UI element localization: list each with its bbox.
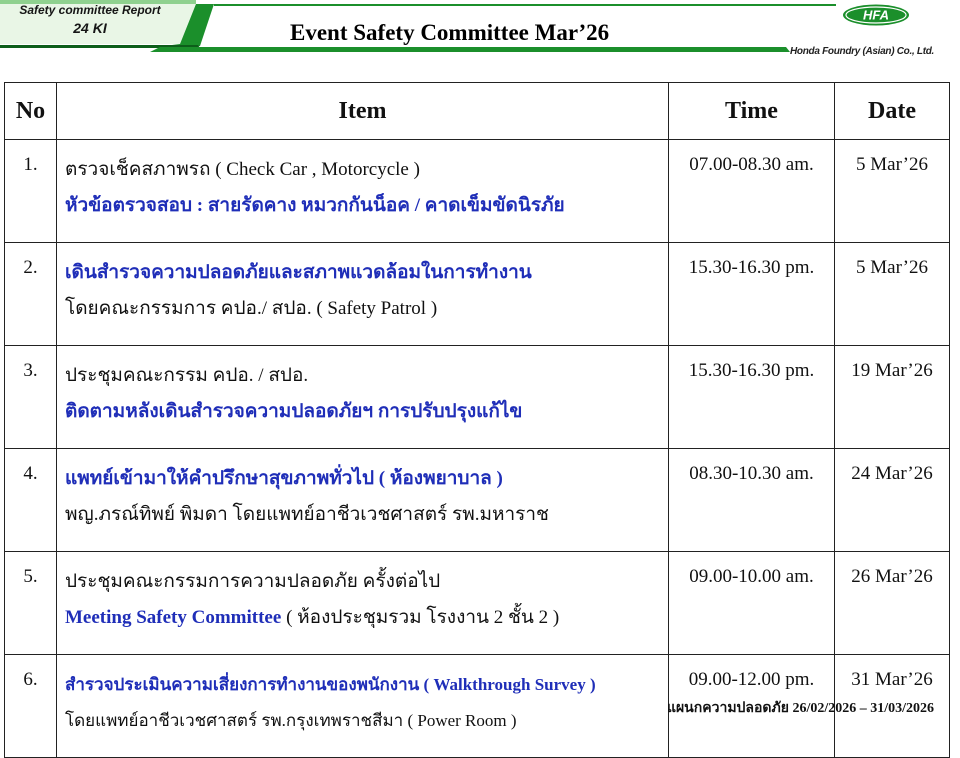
table-row: [5, 449, 950, 552]
item-line-1: เดินสำรวจความปลอดภัยและสภาพแวดล้อมในการทำงาน: [65, 262, 532, 283]
row-number: 4.: [5, 449, 57, 552]
report-box: [6, 3, 174, 38]
row-time: 15.30-16.30 pm.: [669, 346, 835, 449]
row-number: 6.: [5, 655, 57, 758]
row-number: 5.: [5, 552, 57, 655]
row-date: 31 Mar’26: [835, 655, 950, 758]
item-line-1: แพทย์เข้ามาให้คำปรึกษาสุขภาพทั่วไป ( ห้องพยาบาล ): [65, 468, 503, 489]
row-time: 15.30-16.30 pm.: [669, 243, 835, 346]
logo-text: HFA: [863, 7, 889, 23]
column-header-item: Item: [57, 83, 669, 140]
row-item: [57, 449, 669, 552]
item-line-1: ตรวจเช็คสภาพรถ ( Check Car , Motorcycle ): [65, 159, 420, 180]
page-title: Event Safety Committee Mar’26: [290, 20, 610, 45]
row-date: 19 Mar’26: [835, 346, 950, 449]
row-item: [57, 243, 669, 346]
item-line-2: พญ.ภรณ์ทิพย์ พิมดา โดยแพทย์อาชีวเวชศาสตร์ รพ.มหาราช: [65, 504, 549, 525]
row-number: 2.: [5, 243, 57, 346]
footer-note: แผนกความปลอดภัย 26/02/2026 – 31/03/2026: [666, 701, 934, 716]
column-header-no: No: [5, 83, 57, 140]
item-line-2: หัวข้อตรวจสอบ : สายรัดคาง หมวกกันน็อค / คาดเข็มขัดนิรภัย: [65, 195, 565, 216]
table-row: [5, 140, 950, 243]
item-line-2: โดยคณะกรรมการ คปอ./ สปอ. ( Safety Patrol ): [65, 298, 438, 319]
item-line-2-english: Meeting Safety Committee: [65, 607, 282, 628]
column-header-time: Time: [669, 83, 835, 140]
row-time: 07.00-08.30 am.: [669, 140, 835, 243]
row-item: [57, 552, 669, 655]
row-date: 5 Mar’26: [835, 140, 950, 243]
table-header-row: [5, 83, 950, 140]
row-date: 26 Mar’26: [835, 552, 950, 655]
item-line-2: [65, 600, 668, 636]
row-item: [57, 655, 669, 758]
row-date: 5 Mar’26: [835, 243, 950, 346]
item-line-2: โดยแพทย์อาชีวเวชศาสตร์ รพ.กรุงเทพราชสีมา ( Power Room ): [65, 711, 517, 730]
column-header-date: Date: [835, 83, 950, 140]
item-line-1: ประชุมคณะกรรม คปอ. / สปอ.: [65, 365, 309, 386]
row-time: 08.30-10.30 am.: [669, 449, 835, 552]
honda-foundry-logo: [841, 3, 911, 27]
report-id: 24 KI: [73, 20, 107, 36]
company-name: Honda Foundry (Asian) Co., Ltd.: [790, 46, 935, 57]
table-row: [5, 552, 950, 655]
item-line-2-thai: ( ห้องประชุมรวม โรงงาน 2 ชั้น 2 ): [281, 607, 560, 628]
table-row: [5, 346, 950, 449]
row-item: [57, 346, 669, 449]
row-date: 24 Mar’26: [835, 449, 950, 552]
row-time: 09.00-10.00 am.: [669, 552, 835, 655]
row-item: [57, 140, 669, 243]
slide-header: [0, 0, 960, 60]
header-bottom-bar: [150, 47, 790, 52]
row-number: 3.: [5, 346, 57, 449]
report-label: Safety committee Report: [19, 3, 161, 17]
item-line-1: สำรวจประเมินความเสี่ยงการทำงานของพนักงาน ( Walkthrough Survey ): [65, 675, 596, 694]
item-line-1: ประชุมคณะกรรมการความปลอดภัย ครั้งต่อไป: [65, 571, 441, 592]
event-schedule-table: [4, 82, 950, 758]
row-time: 09.00-12.00 pm.: [669, 655, 835, 758]
table-row: [5, 243, 950, 346]
row-number: 1.: [5, 140, 57, 243]
item-line-2: ติดตามหลังเดินสำรวจความปลอดภัยฯ การปรับปรุงแก้ไข: [65, 401, 523, 422]
